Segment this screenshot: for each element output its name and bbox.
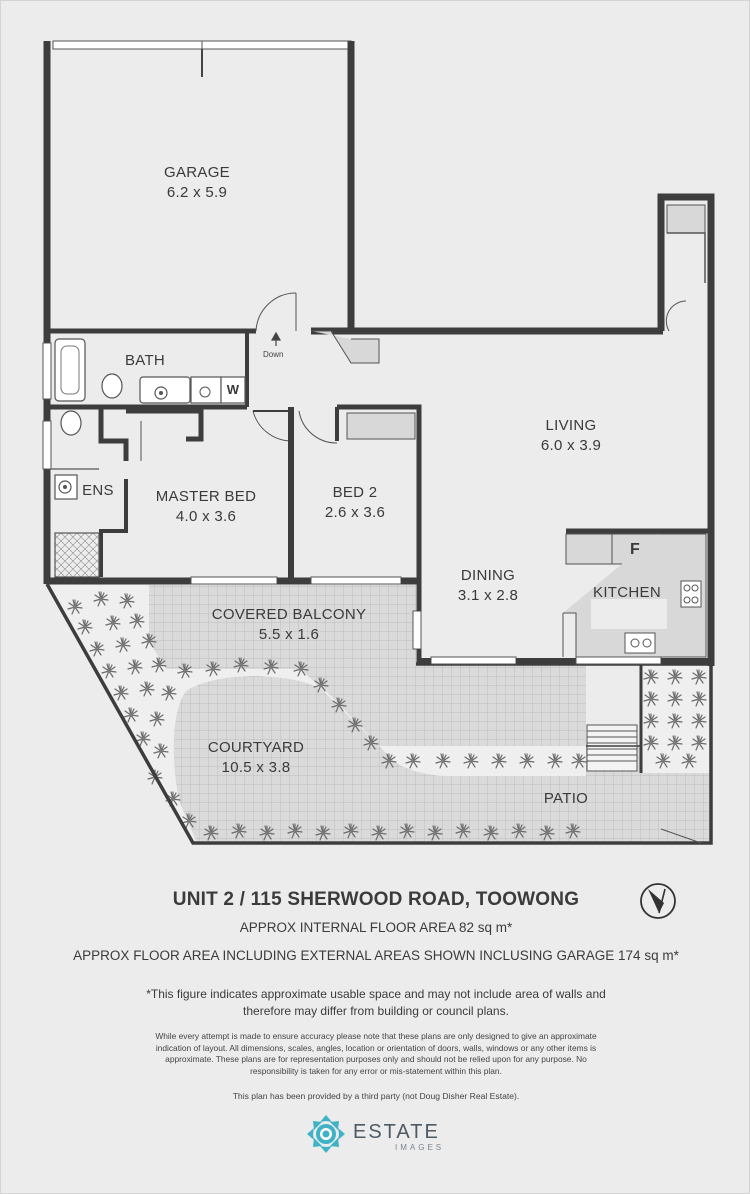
area-note-line: *This figure indicates approximate usable space and may not include area of walls and (146, 987, 606, 1001)
room-bath (105, 351, 185, 371)
logo-sub: IMAGES (395, 1143, 445, 1152)
floor-plan-drawing (1, 1, 750, 881)
room-size: 10.5 x 3.8 (221, 759, 291, 776)
room-name: KITCHEN (593, 584, 661, 601)
total-area: APPROX FLOOR AREA INCLUDING EXTERNAL AREAS SHOWN INCLUSING GARAGE 174 sq m* (73, 948, 679, 963)
disclaimer-line: responsibility is taken for any error or mis-statement within this plan. (250, 1065, 502, 1076)
room-courtyard (191, 738, 321, 778)
room-patio (521, 789, 611, 809)
room-name: BATH (124, 352, 166, 369)
room-garage (147, 163, 247, 203)
room-name: ENS (82, 482, 114, 499)
logo-name: ESTATE (353, 1121, 440, 1143)
area-note-line: therefore may differ from building or council plans. (243, 1004, 509, 1018)
room-master-bed (131, 487, 281, 527)
provided-by: This plan has been provided by a third party (not Doug Disher Real Estate). (232, 1091, 520, 1101)
room-bed-2 (305, 483, 405, 523)
fridge-label (623, 540, 647, 560)
room-size: 4.0 x 3.6 (175, 508, 237, 525)
room-name: BED 2 (332, 484, 378, 501)
room-living (521, 416, 621, 456)
internal-area: APPROX INTERNAL FLOOR AREA 82 sq m* (239, 920, 513, 935)
patio-steps (587, 725, 637, 771)
room-covered-balcony (189, 605, 389, 645)
stair-down-arrow (272, 333, 280, 346)
stair-down-label: Down (263, 350, 284, 359)
room-name: W (226, 382, 240, 397)
room-name: F (629, 541, 641, 558)
room-size: 6.2 x 5.9 (166, 184, 228, 201)
room-ens (73, 481, 123, 501)
room-name: PATIO (543, 790, 589, 807)
disclaimer-line: While every attempt is made to ensure accuracy please note that these plans are only designed to give an approximate (155, 1031, 597, 1041)
room-w (222, 380, 244, 400)
room-size: 6.0 x 3.9 (540, 437, 602, 454)
disclaimer-line: approximate. These plans are for representation purposes only and should not be relied upon for any purpose. No (165, 1054, 587, 1064)
area-note (1, 986, 750, 1020)
room-size: 3.1 x 2.8 (457, 587, 519, 604)
room-name: GARAGE (164, 164, 230, 181)
disclaimer-line: indication of layout. All dimensions, scales, angles, location or orientation of doors, walls, windows or any other items is (155, 1042, 597, 1053)
property-address: UNIT 2 / 115 SHERWOOD ROAD, TOOWONG (172, 889, 580, 910)
disclaimer (1, 1031, 750, 1077)
room-name: DINING (460, 567, 516, 584)
room-size: 5.5 x 1.6 (258, 626, 320, 643)
room-name: MASTER BED (155, 488, 257, 505)
estate-images-logo-icon (305, 1113, 347, 1155)
room-dining (438, 566, 538, 606)
room-name: COURTYARD (207, 739, 305, 756)
room-kitchen (581, 583, 673, 603)
room-name: COVERED BALCONY (211, 606, 367, 623)
room-size: 2.6 x 3.6 (324, 504, 386, 521)
room-name: LIVING (545, 417, 597, 434)
